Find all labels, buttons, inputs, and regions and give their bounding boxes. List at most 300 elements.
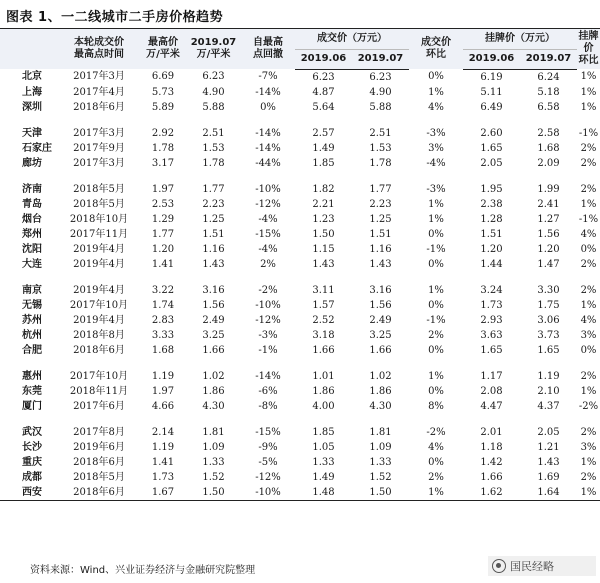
spacer-cell [0, 115, 600, 126]
cell-deal-2019-06: 4.00 [312, 400, 335, 412]
cell-deal-2019-07: 1.77 [369, 183, 392, 195]
cell-peak-price: 1.41 [151, 456, 175, 468]
cell-deal-mom: 4% [428, 441, 444, 453]
cell-peak-time: 2018年6月 [73, 456, 125, 468]
cell-city: 烟台 [22, 213, 42, 225]
cell-deal-mom: 0% [428, 456, 444, 468]
cell-peak-price: 1.97 [151, 385, 175, 397]
cell-deal-2019-06: 4.87 [312, 86, 335, 98]
cell-list-2019-07: 1.75 [537, 299, 560, 311]
cell-deal-2019-06: 2.21 [312, 198, 335, 210]
cell-list-mom: -1% [578, 127, 599, 139]
cell-list-mom: 4% [580, 314, 597, 326]
cell-deal-2019-07: 1.78 [369, 157, 392, 169]
price-table [0, 28, 600, 501]
cell-deal-2019-07: 5.88 [369, 101, 392, 113]
cell-peak-time: 2019年4月 [73, 258, 125, 270]
cell-deal-2019-07: 2.51 [369, 127, 392, 139]
cell-peak-time: 2018年6月 [58, 485, 140, 501]
cell-deal-2019-06: 1.66 [312, 344, 335, 356]
cell-peak-price: 2.92 [151, 127, 175, 139]
table-row [0, 283, 600, 298]
cell-deal-mom: 1% [428, 198, 444, 210]
cell-peak-price: 1.78 [151, 142, 175, 154]
cell-deal-2019-07: 2.23 [369, 198, 392, 210]
cell-list-mom: -2% [578, 400, 599, 412]
cell-peak-time: 2018年8月 [73, 329, 125, 341]
cell-price-2019-07: 1.77 [202, 183, 225, 195]
cell-deal-mom: -4% [426, 157, 446, 169]
cell-price-2019-07: 1.81 [202, 426, 225, 438]
table-row [0, 197, 600, 212]
group-spacer [0, 358, 600, 369]
header-deal-group: 成交价（万元） [295, 29, 409, 50]
cell-price-2019-07: 1.33 [202, 456, 225, 468]
cell-peak-time: 2018年6月 [73, 344, 125, 356]
cell-deal-mom: -1% [426, 314, 446, 326]
header-deal-2019-06: 2019.06 [295, 49, 352, 69]
cell-peak-price: 1.77 [151, 228, 175, 240]
cell-drawdown: -5% [258, 456, 278, 468]
cell-peak-price: 2.83 [151, 314, 175, 326]
cell-drawdown: -10% [255, 183, 281, 195]
cell-list-2019-07: 1.65 [537, 344, 560, 356]
cell-list-mom: 2% [580, 142, 597, 154]
table-row [0, 100, 600, 115]
cell-list-2019-07: 1.27 [537, 213, 560, 225]
cell-city: 廊坊 [22, 157, 42, 169]
cell-list-2019-07: 3.06 [537, 314, 560, 326]
table-row [0, 141, 600, 156]
cell-peak-price: 2.14 [151, 426, 175, 438]
cell-list-2019-06: 6.19 [480, 71, 503, 83]
cell-price-2019-07: 4.30 [202, 400, 225, 412]
cell-deal-2019-06: 1.85 [312, 426, 335, 438]
cell-deal-mom: 3% [428, 142, 444, 154]
cell-deal-mom: -3% [426, 127, 446, 139]
header-peak-time: 本轮成交价 最高点时间 [58, 29, 140, 70]
cell-list-2019-06: 1.42 [480, 456, 503, 468]
table-row [0, 369, 600, 384]
cell-deal-2019-07: 1.02 [369, 370, 392, 382]
cell-deal-2019-07: 1.86 [369, 385, 392, 397]
table-row [0, 440, 600, 455]
cell-peak-price: 1.73 [151, 471, 175, 483]
cell-list-2019-07: 1.21 [537, 441, 560, 453]
cell-deal-2019-06: 2.52 [312, 314, 335, 326]
cell-list-mom: 0% [580, 243, 597, 255]
cell-city: 无锡 [22, 299, 42, 311]
header-list-mom: 挂牌价 环比 [577, 29, 600, 70]
cell-deal-2019-06: 1.82 [312, 183, 335, 195]
cell-drawdown: -12% [255, 471, 281, 483]
cell-peak-time: 2019年4月 [73, 243, 125, 255]
header-drawdown: 自最高 点回撤 [241, 29, 295, 70]
table-row [0, 455, 600, 470]
table-row [0, 399, 600, 414]
cell-price-2019-07: 1.66 [202, 344, 225, 356]
cell-drawdown: -12% [255, 314, 281, 326]
table-row [0, 384, 600, 399]
figure-title: 图表 1、一二线城市二手房价格趋势 [6, 10, 224, 25]
cell-list-mom: 2% [580, 471, 597, 483]
cell-list-2019-06: 2.08 [480, 385, 503, 397]
spacer-cell [0, 171, 600, 182]
cell-list-mom: 2% [580, 183, 597, 195]
cell-price-2019-07: 4.90 [202, 86, 225, 98]
cell-peak-time: 2017年4月 [73, 86, 125, 98]
cell-city: 杭州 [22, 329, 42, 341]
cell-price-2019-07: 1.53 [202, 142, 225, 154]
cell-peak-time: 2018年5月 [73, 198, 125, 210]
cell-list-mom: 1% [580, 299, 597, 311]
table-row [0, 485, 600, 501]
cell-deal-mom: 0% [428, 71, 444, 83]
group-spacer [0, 171, 600, 182]
cell-list-2019-06: 2.05 [480, 157, 503, 169]
cell-peak-price: 1.68 [151, 344, 175, 356]
cell-list-2019-06: 1.62 [463, 485, 520, 501]
cell-deal-2019-07: 6.23 [369, 71, 392, 83]
cell-list-2019-07: 1.68 [537, 142, 560, 154]
cell-drawdown: -2% [258, 284, 278, 296]
cell-peak-price: 1.19 [151, 441, 175, 453]
header-deal-2019-07: 2019.07 [352, 49, 409, 69]
cell-peak-price: 3.33 [151, 329, 175, 341]
cell-drawdown: -3% [258, 329, 278, 341]
cell-list-mom: 2% [580, 157, 597, 169]
cell-deal-2019-06: 3.18 [312, 329, 335, 341]
cell-peak-time: 2017年6月 [73, 400, 125, 412]
cell-price-2019-07: 1.16 [202, 243, 225, 255]
cell-list-2019-06: 2.38 [480, 198, 503, 210]
cell-list-mom: 1% [580, 101, 597, 113]
wechat-logo-icon [492, 559, 506, 573]
cell-deal-mom: 4% [428, 101, 444, 113]
cell-list-mom: 2% [580, 426, 597, 438]
source-note: 资料来源：Wind、兴业证券经济与金融研究院整理 [30, 565, 256, 576]
cell-deal-mom: 0% [428, 258, 444, 270]
cell-city: 东莞 [22, 385, 42, 397]
cell-list-2019-07: 1.64 [520, 485, 577, 501]
cell-peak-price: 5.73 [151, 86, 175, 98]
cell-deal-2019-07: 1.81 [369, 426, 392, 438]
header-deal-mom: 成交价 环比 [409, 29, 463, 70]
cell-list-2019-07: 1.69 [537, 471, 560, 483]
cell-list-2019-06: 1.73 [480, 299, 503, 311]
cell-list-2019-07: 1.56 [537, 228, 560, 240]
cell-price-2019-07: 1.56 [202, 299, 225, 311]
cell-price-2019-07: 5.88 [202, 101, 225, 113]
cell-list-2019-07: 6.58 [537, 101, 560, 113]
cell-drawdown: -12% [255, 198, 281, 210]
cell-peak-price: 1.74 [151, 299, 175, 311]
cell-list-2019-06: 1.20 [480, 243, 503, 255]
cell-price-2019-07: 2.51 [202, 127, 225, 139]
cell-peak-price: 2.53 [151, 198, 175, 210]
table-row [0, 470, 600, 485]
cell-deal-2019-07: 1.56 [369, 299, 392, 311]
cell-city: 深圳 [22, 101, 42, 113]
cell-list-2019-06: 1.44 [480, 258, 503, 270]
cell-drawdown: -4% [258, 243, 278, 255]
cell-peak-time: 2017年3月 [73, 157, 125, 169]
cell-list-2019-06: 1.66 [480, 471, 503, 483]
cell-peak-time: 2018年5月 [73, 471, 125, 483]
cell-drawdown: -1% [258, 344, 278, 356]
cell-drawdown: -15% [255, 228, 281, 240]
table-row [0, 69, 600, 85]
cell-drawdown: -10% [255, 299, 281, 311]
cell-deal-mom: 0% [428, 228, 444, 240]
cell-city: 石家庄 [22, 142, 52, 154]
cell-drawdown: -14% [255, 370, 281, 382]
table-row [0, 242, 600, 257]
cell-list-2019-06: 1.28 [480, 213, 503, 225]
cell-city: 上海 [22, 86, 42, 98]
cell-deal-2019-06: 1.86 [312, 385, 335, 397]
price-table-wrapper [0, 28, 600, 501]
cell-deal-mom: 0% [428, 385, 444, 397]
cell-city: 武汉 [22, 426, 42, 438]
cell-peak-time: 2017年8月 [73, 426, 125, 438]
table-header [0, 29, 600, 70]
cell-list-mom: -1% [578, 213, 599, 225]
cell-deal-2019-06: 5.64 [312, 101, 335, 113]
spacer-cell [0, 272, 600, 283]
cell-deal-2019-06: 3.11 [312, 284, 335, 296]
cell-list-2019-07: 5.18 [537, 86, 560, 98]
cell-list-2019-06: 1.51 [480, 228, 503, 240]
cell-deal-2019-06: 1.43 [312, 258, 335, 270]
cell-deal-mom: 0% [428, 344, 444, 356]
cell-deal-2019-07: 1.66 [369, 344, 392, 356]
cell-peak-time: 2017年10月 [69, 370, 129, 382]
cell-drawdown: -8% [258, 400, 278, 412]
cell-deal-2019-06: 1.05 [312, 441, 335, 453]
cell-list-2019-07: 1.47 [537, 258, 560, 270]
cell-deal-mom: 2% [428, 329, 444, 341]
table-row [0, 298, 600, 313]
cell-list-mom: 1% [580, 198, 597, 210]
cell-city: 北京 [22, 71, 42, 83]
table-row [0, 156, 600, 171]
cell-drawdown: 2% [260, 258, 276, 270]
cell-deal-mom: 1% [428, 213, 444, 225]
cell-price-2019-07: 1.43 [202, 258, 225, 270]
cell-drawdown: -44% [255, 157, 281, 169]
cell-list-2019-07: 2.10 [537, 385, 560, 397]
table-row [0, 343, 600, 358]
cell-city: 沈阳 [22, 243, 42, 255]
cell-deal-2019-07: 1.43 [369, 258, 392, 270]
cell-peak-price: 3.17 [151, 157, 175, 169]
cell-list-2019-06: 2.01 [480, 426, 503, 438]
cell-price-2019-07: 1.78 [202, 157, 225, 169]
cell-deal-2019-06: 1.49 [312, 471, 335, 483]
cell-city: 惠州 [22, 370, 42, 382]
cell-peak-price: 1.41 [151, 258, 175, 270]
cell-deal-2019-07: 3.25 [369, 329, 392, 341]
cell-list-mom: 0% [580, 344, 597, 356]
cell-peak-price: 1.29 [151, 213, 175, 225]
cell-list-2019-07: 1.43 [537, 456, 560, 468]
cell-peak-price: 4.66 [151, 400, 175, 412]
cell-list-2019-06: 4.47 [480, 400, 503, 412]
table-row [0, 227, 600, 242]
cell-list-2019-06: 1.95 [480, 183, 503, 195]
cell-list-2019-07: 3.30 [537, 284, 560, 296]
cell-list-2019-06: 1.65 [480, 142, 503, 154]
cell-deal-mom: 0% [428, 299, 444, 311]
cell-price-2019-07: 1.25 [202, 213, 225, 225]
cell-drawdown: -4% [258, 213, 278, 225]
cell-deal-2019-07: 3.16 [369, 284, 392, 296]
cell-drawdown: -15% [255, 426, 281, 438]
cell-list-2019-06: 6.49 [480, 101, 503, 113]
cell-drawdown: -14% [255, 142, 281, 154]
cell-list-2019-06: 2.93 [480, 314, 503, 326]
cell-city: 苏州 [22, 314, 42, 326]
cell-peak-price: 6.69 [151, 71, 175, 83]
cell-deal-2019-07: 1.51 [369, 228, 392, 240]
cell-list-2019-07: 3.73 [537, 329, 560, 341]
cell-price-2019-07: 6.23 [202, 71, 225, 83]
cell-peak-time: 2018年11月 [69, 385, 129, 397]
cell-price-2019-07: 1.52 [202, 471, 225, 483]
table-row [0, 328, 600, 343]
group-spacer [0, 414, 600, 425]
header-peak-price: 最高价 万/平米 [140, 29, 186, 70]
cell-peak-time: 2019年4月 [73, 314, 125, 326]
cell-price-2019-07: 1.51 [202, 228, 225, 240]
cell-deal-mom: 1% [409, 485, 463, 501]
cell-price-2019-07: 2.23 [202, 198, 225, 210]
cell-city: 成都 [22, 471, 42, 483]
cell-peak-time: 2018年10月 [69, 213, 129, 225]
cell-deal-2019-06: 1.33 [312, 456, 335, 468]
cell-city: 重庆 [22, 456, 42, 468]
cell-peak-price: 3.22 [151, 284, 175, 296]
cell-list-mom: 1% [580, 71, 597, 83]
cell-list-2019-07: 4.37 [537, 400, 560, 412]
table-row [0, 126, 600, 141]
cell-deal-mom: 1% [428, 284, 444, 296]
cell-peak-time: 2017年3月 [73, 127, 125, 139]
cell-deal-2019-07: 1.33 [369, 456, 392, 468]
cell-list-mom: 1% [580, 86, 597, 98]
cell-list-2019-07: 1.20 [537, 243, 560, 255]
header-city [0, 29, 58, 70]
cell-deal-2019-07: 1.50 [352, 485, 409, 501]
cell-city: 南京 [22, 284, 42, 296]
cell-peak-time: 2018年5月 [73, 183, 125, 195]
cell-deal-2019-06: 1.15 [312, 243, 335, 255]
group-spacer [0, 272, 600, 283]
cell-city: 大连 [22, 258, 42, 270]
cell-city: 天津 [22, 127, 42, 139]
cell-deal-2019-07: 1.53 [369, 142, 392, 154]
cell-city: 长沙 [22, 441, 42, 453]
header-list-group: 挂牌价（万元） [463, 29, 577, 50]
cell-deal-2019-07: 1.16 [369, 243, 392, 255]
cell-city: 郑州 [22, 228, 42, 240]
cell-peak-time: 2017年3月 [73, 71, 125, 83]
cell-deal-2019-06: 1.49 [312, 142, 335, 154]
cell-price-2019-07: 2.49 [202, 314, 225, 326]
cell-price-2019-07: 1.86 [202, 385, 225, 397]
header-list-2019-06: 2019.06 [463, 49, 520, 69]
cell-peak-time: 2017年9月 [73, 142, 125, 154]
cell-deal-2019-07: 1.25 [369, 213, 392, 225]
table-row [0, 182, 600, 197]
group-spacer [0, 115, 600, 126]
cell-peak-time: 2018年6月 [73, 101, 125, 113]
cell-deal-2019-06: 6.23 [312, 71, 335, 83]
cell-list-2019-06: 2.60 [480, 127, 503, 139]
header-list-2019-07: 2019.07 [520, 49, 577, 69]
cell-price-2019-07: 1.09 [202, 441, 225, 453]
cell-list-mom: 2% [580, 370, 597, 382]
cell-deal-mom: 1% [428, 370, 444, 382]
cell-deal-mom: 1% [428, 86, 444, 98]
cell-deal-2019-07: 1.52 [369, 471, 392, 483]
cell-peak-time: 2019年6月 [73, 441, 125, 453]
cell-list-mom: 1% [577, 485, 600, 501]
cell-deal-mom: -3% [426, 183, 446, 195]
cell-drawdown: -10% [241, 485, 295, 501]
spacer-cell [0, 358, 600, 369]
cell-peak-time: 2017年11月 [69, 228, 129, 240]
table-row [0, 257, 600, 272]
cell-list-2019-06: 1.18 [480, 441, 503, 453]
cell-list-mom: 2% [580, 284, 597, 296]
cell-peak-time: 2019年4月 [73, 284, 125, 296]
cell-deal-2019-06: 1.48 [295, 485, 352, 501]
cell-deal-2019-07: 1.09 [369, 441, 392, 453]
cell-drawdown: -9% [258, 441, 278, 453]
cell-city: 厦门 [22, 400, 42, 412]
cell-list-2019-06: 1.17 [480, 370, 503, 382]
cell-deal-2019-06: 1.50 [312, 228, 335, 240]
cell-peak-price: 1.67 [140, 485, 186, 501]
cell-list-2019-07: 1.99 [537, 183, 560, 195]
cell-peak-price: 1.20 [151, 243, 175, 255]
cell-list-mom: 1% [580, 385, 597, 397]
cell-city: 合肥 [22, 344, 42, 356]
cell-price-2019-07: 3.25 [202, 329, 225, 341]
cell-list-2019-07: 1.19 [537, 370, 560, 382]
cell-deal-2019-06: 1.01 [312, 370, 335, 382]
cell-list-2019-07: 6.24 [537, 71, 560, 83]
cell-city: 西安 [0, 485, 58, 501]
cell-list-2019-07: 2.41 [537, 198, 560, 210]
cell-list-2019-07: 2.09 [537, 157, 560, 169]
cell-deal-2019-06: 1.85 [312, 157, 335, 169]
cell-deal-mom: 2% [428, 471, 444, 483]
cell-peak-price: 1.97 [151, 183, 175, 195]
cell-deal-mom: -1% [426, 243, 446, 255]
cell-list-2019-06: 1.65 [480, 344, 503, 356]
cell-list-mom: 4% [580, 228, 597, 240]
cell-price-2019-07: 1.50 [186, 485, 241, 501]
watermark [488, 556, 596, 576]
table-row [0, 85, 600, 100]
cell-deal-2019-06: 1.57 [312, 299, 335, 311]
cell-list-mom: 3% [580, 329, 597, 341]
cell-deal-2019-07: 2.49 [369, 314, 392, 326]
cell-city: 济南 [22, 183, 42, 195]
